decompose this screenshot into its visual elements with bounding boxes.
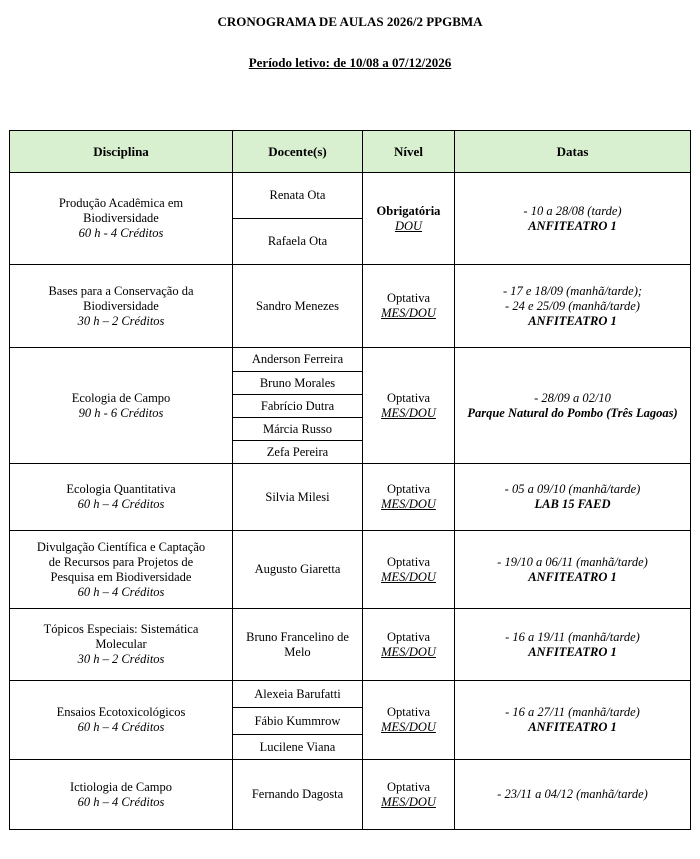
nivel-label: Optativa <box>386 779 431 794</box>
datas-line: - 24 e 25/09 (manhã/tarde) <box>505 298 640 313</box>
datas-cell <box>455 173 691 265</box>
docente-cell: Lucilene Viana <box>233 735 363 760</box>
docente-cell: Fernando Dagosta <box>233 760 363 830</box>
docente-cell: Bruno Morales <box>233 372 363 395</box>
disciplina-name: Divulgação Científica e Captação <box>36 539 206 554</box>
nivel-label: Optativa <box>386 291 431 305</box>
disciplina-name: Ecologia de Campo <box>71 390 171 405</box>
disciplina-cell <box>10 609 233 681</box>
header-docentes: Docente(s) <box>233 131 363 173</box>
disciplina-hours: 30 h – 2 Créditos <box>77 652 165 666</box>
datas-cell <box>455 265 691 348</box>
datas-line: - 19/10 a 06/11 (manhã/tarde) <box>497 554 648 569</box>
nivel-cell <box>363 464 455 531</box>
disciplina-hours: 60 h – 4 Créditos <box>77 497 165 511</box>
nivel-sub: MES/DOU <box>381 497 436 511</box>
disciplina-cell <box>10 681 233 760</box>
datas-line: - 05 a 09/10 (manhã/tarde) <box>504 482 641 496</box>
datas-cell <box>455 609 691 681</box>
table-row <box>10 531 691 609</box>
datas-cell <box>455 760 691 830</box>
local-label: ANFITEATRO 1 <box>528 569 617 584</box>
header-disciplina: Disciplina <box>10 131 233 173</box>
datas-line: - 16 a 19/11 (manhã/tarde) <box>505 629 640 644</box>
local-label: Parque Natural do Pombo (Três Lagoas) <box>467 405 678 420</box>
header-nivel: Nível <box>363 131 455 173</box>
docente-cell: Bruno Francelino de Melo <box>233 609 363 681</box>
local-label: ANFITEATRO 1 <box>528 313 617 328</box>
datas-cell <box>455 531 691 609</box>
disciplina-name: Ictiologia de Campo <box>69 779 173 794</box>
docente-cell: Anderson Ferreira <box>233 348 363 372</box>
disciplina-cell <box>10 265 233 348</box>
disciplina-cell <box>10 464 233 531</box>
header-row <box>10 131 691 173</box>
page-title: CRONOGRAMA DE AULAS 2026/2 PPGBMA <box>217 14 483 29</box>
datas-line: - 10 a 28/08 (tarde) <box>523 203 622 218</box>
docente-cell: Renata Ota <box>233 173 363 219</box>
nivel-sub: MES/DOU <box>381 644 436 659</box>
disciplina-cell <box>10 531 233 609</box>
nivel-sub: MES/DOU <box>381 794 436 809</box>
table-row <box>10 173 691 219</box>
table-row <box>10 609 691 681</box>
table-row <box>10 681 691 708</box>
disciplina-hours: 60 h – 4 Créditos <box>77 584 165 599</box>
docente-cell: Márcia Russo <box>233 418 363 441</box>
disciplina-cell <box>10 348 233 464</box>
disciplina-hours: 90 h - 6 Créditos <box>78 405 164 420</box>
nivel-label: Optativa <box>386 482 431 496</box>
docente-cell: Rafaela Ota <box>233 219 363 265</box>
local-label: ANFITEATRO 1 <box>528 644 617 659</box>
disciplina-hours: 60 h – 4 Créditos <box>77 794 165 809</box>
docente-cell: Zefa Pereira <box>233 441 363 464</box>
table-row <box>10 464 691 531</box>
disciplina-name: Molecular <box>95 637 147 651</box>
local-label: ANFITEATRO 1 <box>528 720 617 734</box>
nivel-sub: MES/DOU <box>381 306 436 320</box>
docente-cell: Augusto Giaretta <box>233 531 363 609</box>
disciplina-name: Ensaios Ecotoxicológicos <box>56 705 186 719</box>
datas-line: - 28/09 a 02/10 <box>534 390 611 405</box>
schedule-body <box>10 173 691 830</box>
period-subtitle: Período letivo: de 10/08 a 07/12/2026 <box>248 55 452 70</box>
disciplina-cell <box>10 173 233 265</box>
nivel-label: Obrigatória <box>376 203 441 218</box>
nivel-cell <box>363 348 455 464</box>
nivel-sub: MES/DOU <box>381 569 436 584</box>
nivel-label: Optativa <box>386 705 431 719</box>
nivel-sub: MES/DOU <box>381 405 436 420</box>
table-row <box>10 760 691 830</box>
nivel-cell <box>363 173 455 265</box>
docente-cell: Alexeia Barufatti <box>233 681 363 708</box>
datas-cell <box>455 348 691 464</box>
disciplina-name: Ecologia Quantitativa <box>66 482 176 496</box>
nivel-label: Optativa <box>386 629 431 644</box>
disciplina-name: Bases para a Conservação da <box>48 283 194 298</box>
datas-cell <box>455 464 691 531</box>
nivel-cell <box>363 609 455 681</box>
disciplina-name: Pesquisa em Biodiversidade <box>50 569 192 584</box>
docente-cell: Fabrício Dutra <box>233 395 363 418</box>
nivel-label: Optativa <box>386 390 431 405</box>
table-row <box>10 265 691 348</box>
disciplina-name: de Recursos para Projetos de <box>48 554 194 569</box>
schedule-table <box>9 130 691 830</box>
datas-line: - 16 a 27/11 (manhã/tarde) <box>505 705 640 719</box>
header-datas: Datas <box>455 131 691 173</box>
local-label: ANFITEATRO 1 <box>528 218 617 233</box>
nivel-cell <box>363 760 455 830</box>
datas-line: - 23/11 a 04/12 (manhã/tarde) <box>497 787 648 801</box>
nivel-cell <box>363 681 455 760</box>
docente-cell: Fábio Kummrow <box>233 708 363 735</box>
nivel-sub: DOU <box>394 218 423 233</box>
nivel-sub: MES/DOU <box>381 720 436 734</box>
datas-line: - 17 e 18/09 (manhã/tarde); <box>502 283 643 298</box>
disciplina-hours: 60 h – 4 Créditos <box>77 720 165 734</box>
disciplina-name: Tópicos Especiais: Sistemática <box>43 622 199 636</box>
disciplina-cell <box>10 760 233 830</box>
nivel-cell <box>363 265 455 348</box>
table-row <box>10 348 691 372</box>
disciplina-name: Biodiversidade <box>83 211 159 225</box>
datas-cell <box>455 681 691 760</box>
nivel-label: Optativa <box>386 554 431 569</box>
nivel-cell <box>363 531 455 609</box>
disciplina-hours: 60 h - 4 Créditos <box>78 226 164 240</box>
docente-cell: Silvia Milesi <box>233 464 363 531</box>
local-label: LAB 15 FAED <box>534 497 611 511</box>
disciplina-hours: 30 h – 2 Créditos <box>77 313 165 328</box>
disciplina-name: Biodiversidade <box>83 298 159 313</box>
disciplina-name: Produção Acadêmica em <box>58 196 184 210</box>
docente-cell: Sandro Menezes <box>233 265 363 348</box>
